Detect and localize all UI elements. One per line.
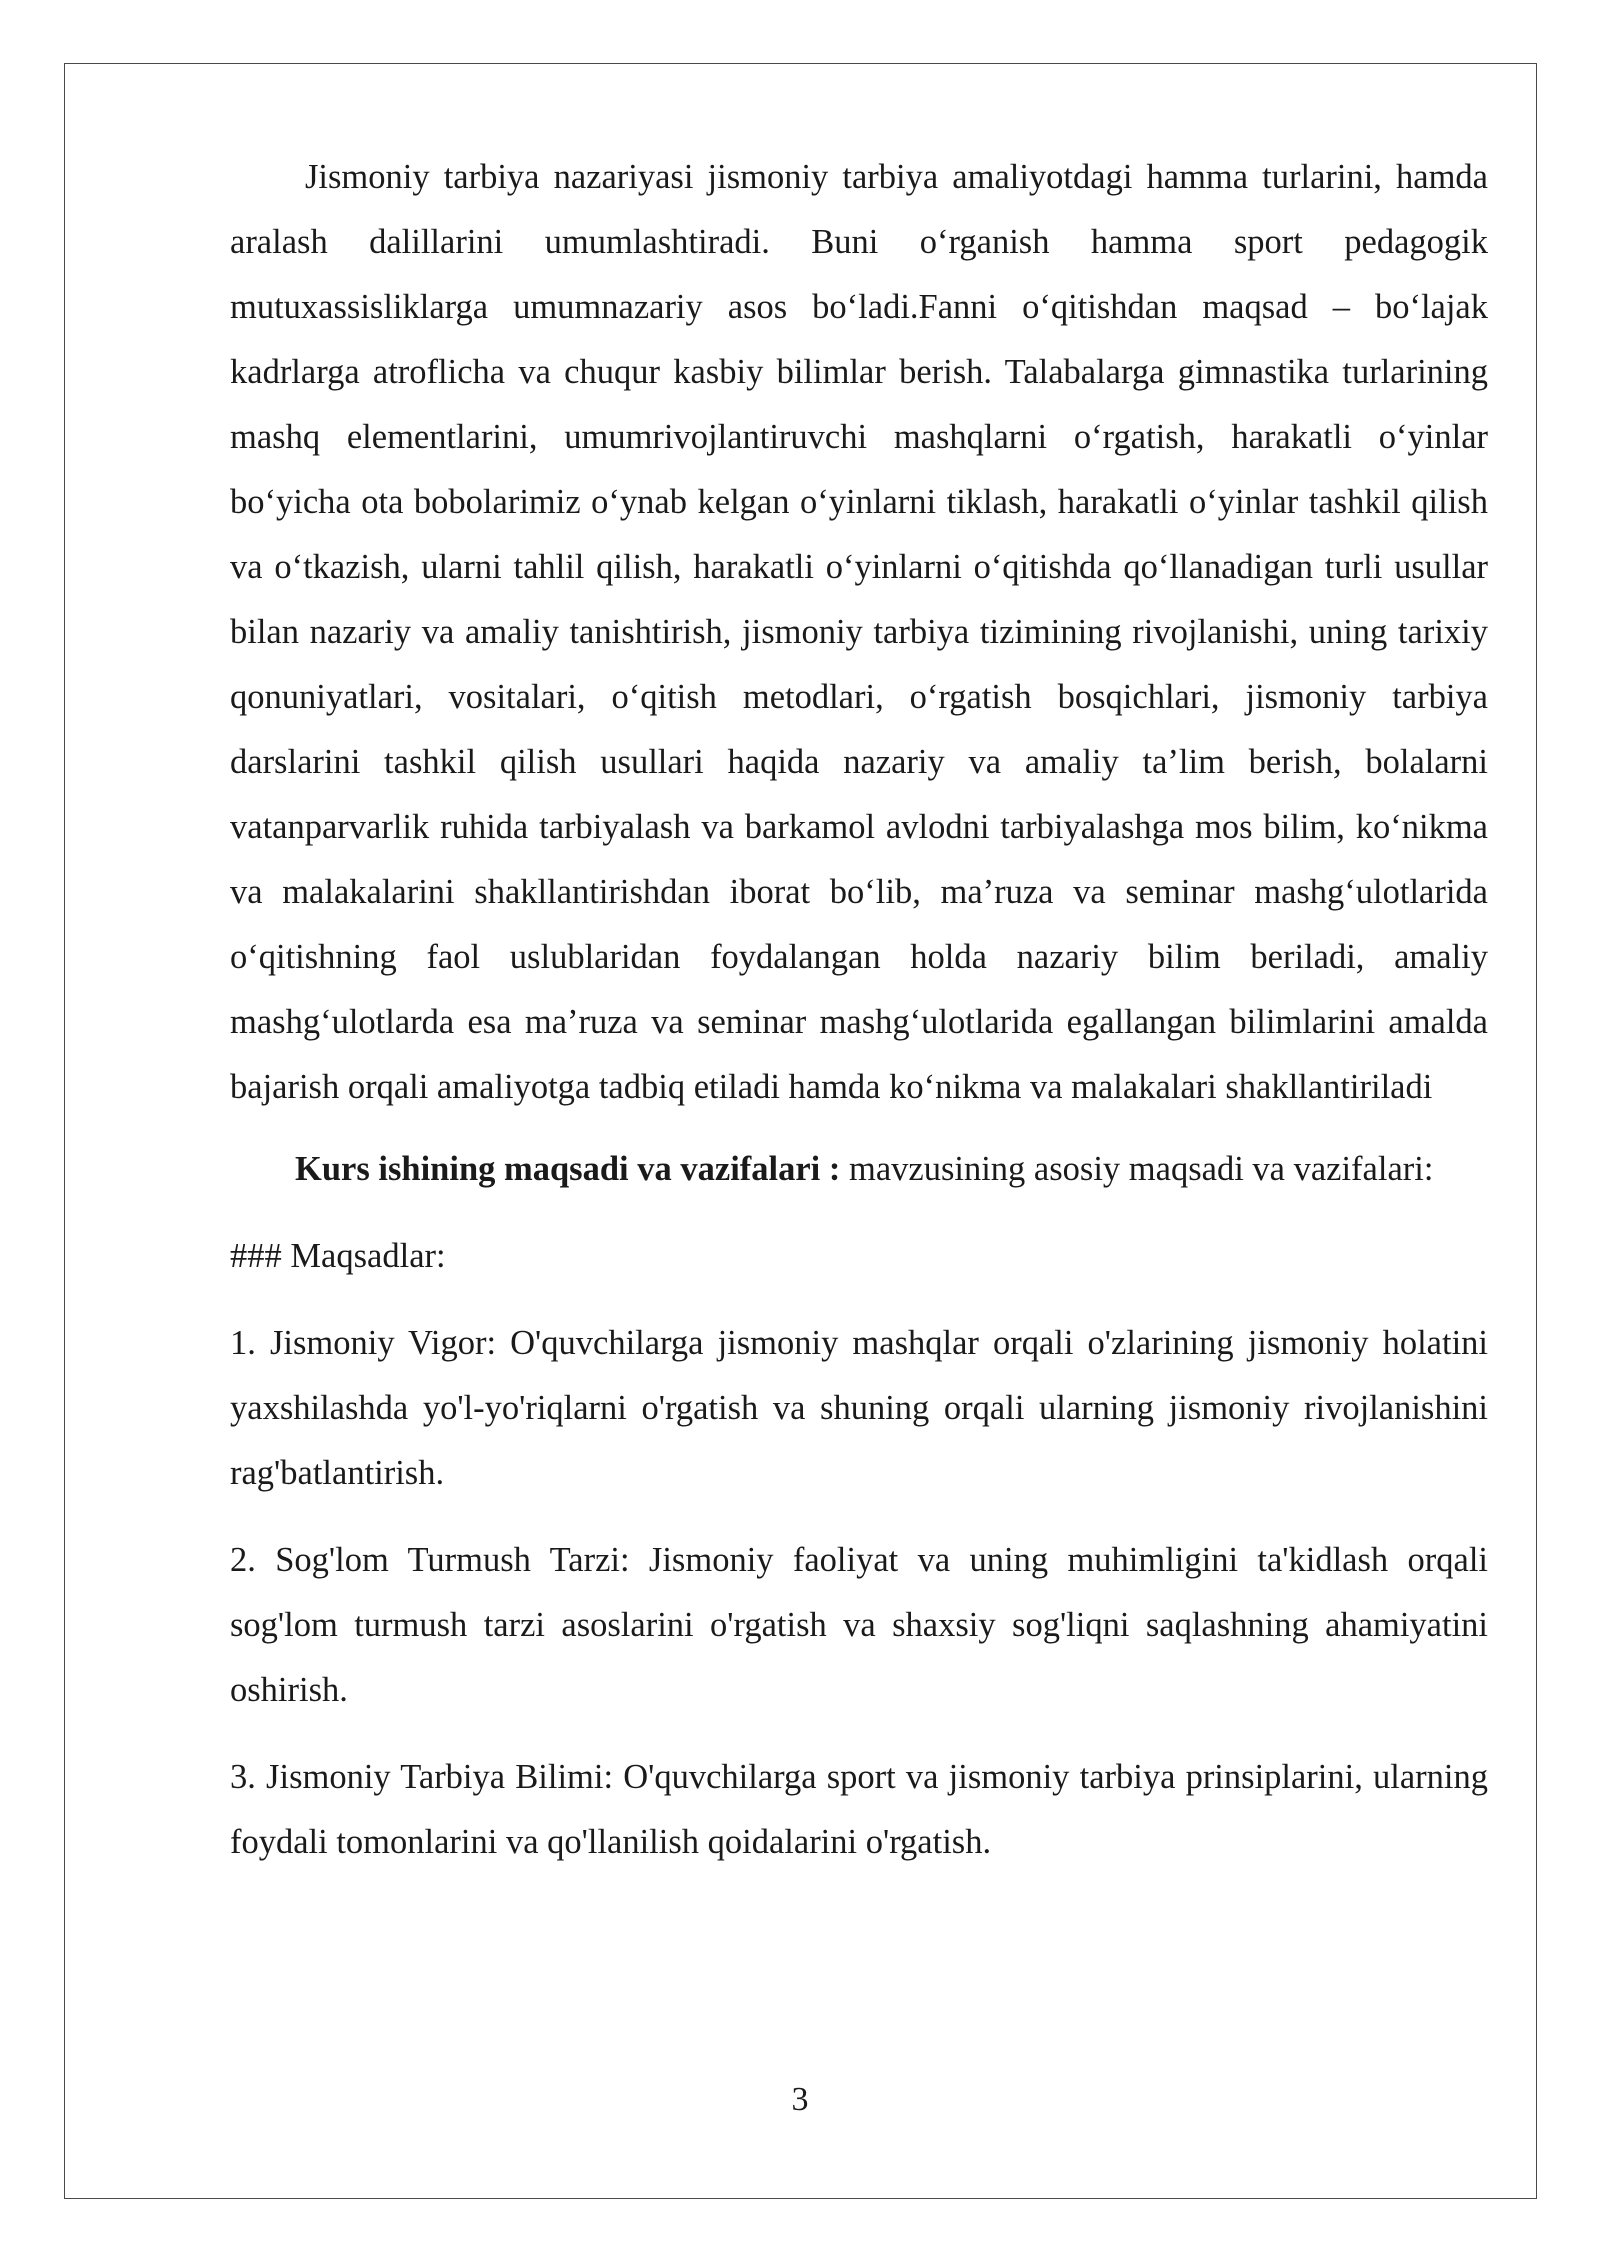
course-goals-paragraph [230, 1137, 1488, 1202]
goal-item-3: 3. Jismoniy Tarbiya Bilimi: O'quvchilarga sport va jismoniy tarbiya prinsiplarini, ularning foydali tomonlarini va qo'llanilish qoidalarini o'rgatish. [230, 1758, 1488, 1861]
goals-heading: ### Maqsadlar: [230, 1237, 446, 1275]
course-goals-label: Kurs ishining maqsadi va vazifalari : [295, 1150, 841, 1188]
page-number: 3 [791, 2081, 809, 2118]
goal-item-1: 1. Jismoniy Vigor: O'quvchilarga jismoniy mashqlar orqali o'zlarining jismoniy holatini yaxshilashda yo'l-yo'riqlarni o'rgatish va shuning orqali ularning jismoniy rivojlanishini rag'batlantirish. [230, 1324, 1488, 1492]
goal-item-2: 2. Sog'lom Turmush Tarzi: Jismoniy faoliyat va uning muhimligini ta'kidlash orqali sog'lom turmush tarzi asoslarini o'rgatish va shaxsiy sog'liqni saqlashning ahamiyatini oshirish. [230, 1541, 1488, 1709]
intro-paragraph: Jismoniy tarbiya nazariyasi jismoniy tarbiya amaliyotdagi hamma turlarini, hamda aralash dalillarini umumlashtiradi. Buni o‘rganish hamma sport pedagogik mutuxassisliklarga umumnazariy asos bo‘ladi.Fanni o‘qitishdan maqsad – bo‘lajak kadrlarga atroflicha va chuqur kasbiy bilimlar berish. Talabalarga gimnastika turlarining mashq elementlarini, umumrivojlantiruvchi mashqlarni o‘rgatish, harakatli o‘yinlar bo‘yicha ota bobolarimiz o‘ynab kelgan o‘yinlarni tiklash, harakatli o‘yinlar tashkil qilish va o‘tkazish, ularni tahlil qilish, harakatli o‘yinlarni o‘qitishda qo‘llanadigan turli usullar bilan nazariy va amaliy tanishtirish, jismoniy tarbiya tizimining rivojlanishi, uning tarixiy qonuniyatlari, vositalari, o‘qitish metodlari, o‘rgatish bosqichlari, jismoniy tarbiya darslarini tashkil qilish usullari haqida nazariy va amaliy ta’lim berish, bolalarni vatanparvarlik ruhida tarbiyalash va barkamol avlodni tarbiyalashga mos bilim, ko‘nikma va malakalarini shakllantirishdan iborat bo‘lib, ma’ruza va seminar mashg‘ulotlarida o‘qitishning faol uslublaridan foydalangan holda nazariy bilim beriladi, amaliy mashg‘ulotlarda esa ma’ruza va seminar mashg‘ulotlarida egallangan bilimlarini amalda bajarish orqali amaliyotga tadbiq etiladi hamda ko‘nikma va malakalari shakllantiriladi [230, 158, 1488, 1106]
document-body [230, 145, 1488, 1875]
course-goals-text: mavzusining asosiy maqsadi va vazifalari: [840, 1150, 1434, 1188]
